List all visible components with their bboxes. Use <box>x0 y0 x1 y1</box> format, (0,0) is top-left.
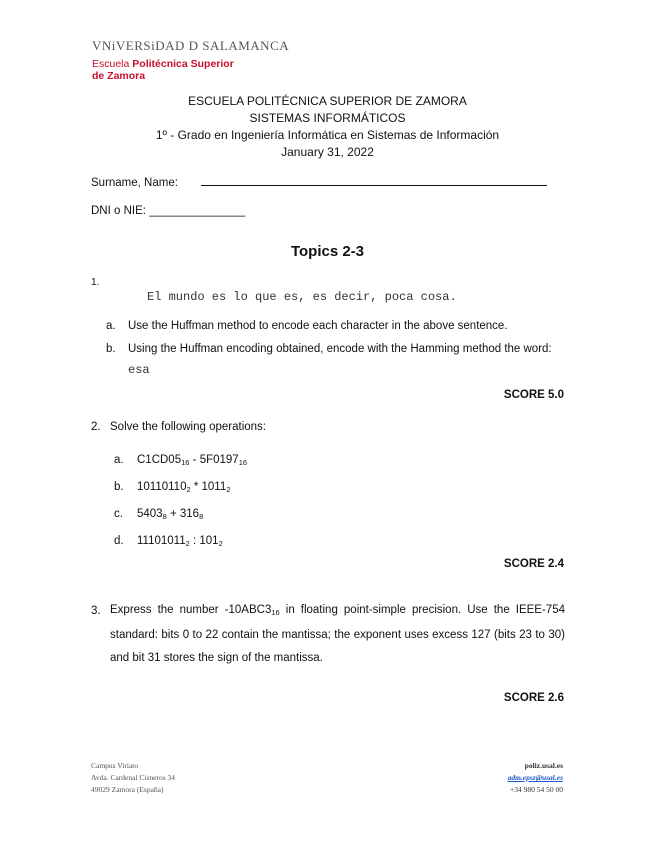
q1-number: 1. <box>91 277 100 288</box>
base: 2 <box>226 485 231 494</box>
operand: C1CD05 <box>137 454 182 466</box>
footer-address <box>91 760 175 796</box>
operand: 316 <box>179 508 200 520</box>
surname-line[interactable] <box>201 185 547 186</box>
q1-a-marker: a. <box>106 320 116 332</box>
q2-c-expression <box>137 508 203 521</box>
university-logo: VNiVERSiDAD D SALAMANCA <box>92 38 290 53</box>
footer-phone: +34 980 54 50 00 <box>510 785 563 794</box>
q1-word: esa <box>128 363 150 377</box>
school-name-part1: Escuela <box>92 58 130 70</box>
q3-text-a: Express the number -10ABC3 <box>110 604 272 616</box>
title-date: January 31, 2022 <box>281 145 374 159</box>
footer-contact <box>508 760 563 796</box>
footer-campus: Campus Viriato <box>91 761 139 770</box>
q2-c-marker: c. <box>114 508 123 520</box>
operand: 101 <box>199 535 219 547</box>
title-subject: SISTEMAS INFORMÁTICOS <box>249 111 406 125</box>
operand: 11101011 <box>137 535 186 547</box>
base: 2 <box>185 539 190 548</box>
operator: : <box>189 535 200 547</box>
operator: + <box>166 508 180 520</box>
q3-text <box>110 599 565 670</box>
operand: 5403 <box>137 508 163 520</box>
q1-sentence: El mundo es lo que es, es decir, poca cosa. <box>147 290 457 304</box>
footer-website[interactable]: poliz.usal.es <box>524 761 563 770</box>
q3-score: SCORE 2.6 <box>503 692 564 704</box>
operator: * <box>190 481 202 493</box>
q2-a-expression <box>137 454 247 467</box>
title-degree: 1º - Grado en Ingeniería Informática en Sistemas de Información <box>155 128 500 142</box>
footer-city: 49029 Zamora (España) <box>91 785 164 794</box>
q1-score: SCORE 5.0 <box>503 389 564 401</box>
topics-heading: Topics 2-3 <box>290 243 365 260</box>
base: 16 <box>181 458 190 467</box>
q2-b-expression <box>137 481 230 494</box>
footer-street: Avda. Cardenal Cisneros 34 <box>91 773 176 782</box>
base: 16 <box>238 458 248 467</box>
operand: 1011 <box>201 481 227 493</box>
q2-text: Solve the following operations: <box>110 421 266 433</box>
school-name-part3: de Zamora <box>92 70 146 82</box>
base: 8 <box>199 512 204 521</box>
q3-base: 16 <box>271 608 280 617</box>
base: 2 <box>186 485 191 494</box>
q3-text-b: in floating point-simple precision. Use the IEEE-754 standard: bits 0 to 22 contain the mantissa; the exponent uses excess 127 (bits 23 to 30) and bit 31 stores the sign of the mantissa. <box>110 604 565 664</box>
operand: 10110110 <box>137 481 187 493</box>
school-logo <box>92 58 234 82</box>
q1-a-text: Use the Huffman method to encode each character in the above sentence. <box>128 320 508 332</box>
base: 8 <box>162 512 167 521</box>
surname-label: Surname, Name: <box>91 177 178 189</box>
school-name-part2: Politécnica Superior <box>132 58 234 70</box>
operator: - <box>189 454 200 466</box>
dni-label: DNI o NIE: _______________ <box>91 205 246 217</box>
q2-d-expression <box>137 535 223 548</box>
q2-number: 2. <box>91 421 101 433</box>
q2-a-marker: a. <box>114 454 124 466</box>
operand: 5F0197 <box>199 454 239 466</box>
q2-b-marker: b. <box>114 481 124 493</box>
q1-b-marker: b. <box>106 343 116 355</box>
footer-email-link[interactable]: adm.epsz@usal.es <box>507 773 563 782</box>
q2-score: SCORE 2.4 <box>503 558 564 570</box>
base: 2 <box>218 539 223 548</box>
title-school: ESCUELA POLITÉCNICA SUPERIOR DE ZAMORA <box>188 94 467 108</box>
q2-d-marker: d. <box>114 535 124 547</box>
q1-b-text: Using the Huffman encoding obtained, encode with the Hamming method the word: <box>128 343 552 355</box>
q3-number: 3. <box>91 605 101 617</box>
